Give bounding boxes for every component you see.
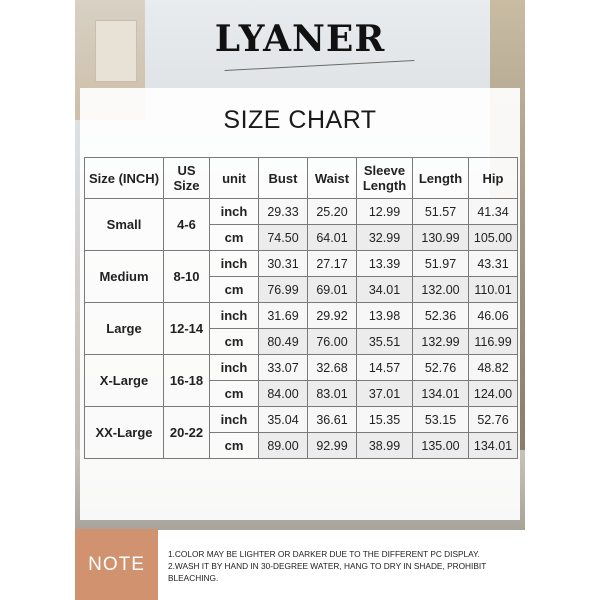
measurement-cell: 27.17 — [308, 251, 357, 277]
page-title: SIZE CHART — [223, 106, 377, 134]
unit-cell: inch — [210, 303, 259, 329]
measurement-cell: 51.97 — [413, 251, 469, 277]
us-size-cell: 8-10 — [164, 251, 210, 303]
measurement-cell: 12.99 — [357, 199, 413, 225]
unit-cell: cm — [210, 381, 259, 407]
measurement-cell: 130.99 — [413, 225, 469, 251]
header-size: Size (INCH) — [85, 158, 164, 199]
us-size-cell: 16-18 — [164, 355, 210, 407]
table-row — [85, 199, 518, 225]
measurement-cell: 35.04 — [259, 407, 308, 433]
measurement-cell: 110.01 — [469, 277, 518, 303]
header-length: Length — [413, 158, 469, 199]
header-bust: Bust — [259, 158, 308, 199]
table-row — [85, 303, 518, 329]
measurement-cell: 14.57 — [357, 355, 413, 381]
measurement-cell: 83.01 — [308, 381, 357, 407]
measurement-cell: 52.76 — [413, 355, 469, 381]
header-unit: unit — [210, 158, 259, 199]
table-row — [85, 355, 518, 381]
measurement-cell: 29.92 — [308, 303, 357, 329]
unit-cell: inch — [210, 251, 259, 277]
measurement-cell: 80.49 — [259, 329, 308, 355]
unit-cell: inch — [210, 355, 259, 381]
measurement-cell: 92.99 — [308, 433, 357, 459]
us-size-cell: 4-6 — [164, 199, 210, 251]
table-header-row — [85, 158, 518, 199]
measurement-cell: 89.00 — [259, 433, 308, 459]
measurement-cell: 135.00 — [413, 433, 469, 459]
note-line-1: 1.COLOR MAY BE LIGHTER OR DARKER DUE TO THE DIFFERENT PC DISPLAY. — [168, 549, 480, 559]
unit-cell: cm — [210, 329, 259, 355]
measurement-cell: 13.39 — [357, 251, 413, 277]
measurement-cell: 69.01 — [308, 277, 357, 303]
header-sleeve-length: Sleeve Length — [357, 158, 413, 199]
measurement-cell: 31.69 — [259, 303, 308, 329]
measurement-cell: 32.99 — [357, 225, 413, 251]
size-name-cell: Medium — [85, 251, 164, 303]
unit-cell: cm — [210, 225, 259, 251]
note-text — [168, 548, 528, 584]
size-chart-table — [84, 157, 518, 459]
header-hip: Hip — [469, 158, 518, 199]
measurement-cell: 132.00 — [413, 277, 469, 303]
measurement-cell: 46.06 — [469, 303, 518, 329]
us-size-cell: 12-14 — [164, 303, 210, 355]
measurement-cell: 76.00 — [308, 329, 357, 355]
brand-logo: LYANER — [214, 18, 386, 60]
measurement-cell: 124.00 — [469, 381, 518, 407]
measurement-cell: 13.98 — [357, 303, 413, 329]
header-waist: Waist — [308, 158, 357, 199]
measurement-cell: 76.99 — [259, 277, 308, 303]
note-line-2: 2.WASH IT BY HAND IN 30-DEGREE WATER, HANG TO DRY IN SHADE, PROHIBIT BLEACHING. — [168, 561, 487, 583]
unit-cell: cm — [210, 433, 259, 459]
measurement-cell: 52.36 — [413, 303, 469, 329]
measurement-cell: 29.33 — [259, 199, 308, 225]
measurement-cell: 53.15 — [413, 407, 469, 433]
measurement-cell: 36.61 — [308, 407, 357, 433]
unit-cell: inch — [210, 199, 259, 225]
note-badge: NOTE — [75, 529, 158, 600]
measurement-cell: 34.01 — [357, 277, 413, 303]
measurement-cell: 15.35 — [357, 407, 413, 433]
measurement-cell: 33.07 — [259, 355, 308, 381]
measurement-cell: 41.34 — [469, 199, 518, 225]
measurement-cell: 64.01 — [308, 225, 357, 251]
size-name-cell: X-Large — [85, 355, 164, 407]
measurement-cell: 116.99 — [469, 329, 518, 355]
measurement-cell: 35.51 — [357, 329, 413, 355]
measurement-cell: 132.99 — [413, 329, 469, 355]
table-row — [85, 251, 518, 277]
unit-cell: inch — [210, 407, 259, 433]
measurement-cell: 52.76 — [469, 407, 518, 433]
us-size-cell: 20-22 — [164, 407, 210, 459]
measurement-cell: 32.68 — [308, 355, 357, 381]
measurement-cell: 134.01 — [469, 433, 518, 459]
unit-cell: cm — [210, 277, 259, 303]
measurement-cell: 25.20 — [308, 199, 357, 225]
street-wire — [225, 60, 416, 91]
measurement-cell: 134.01 — [413, 381, 469, 407]
size-name-cell: XX-Large — [85, 407, 164, 459]
measurement-cell: 84.00 — [259, 381, 308, 407]
header-us-size: US Size — [164, 158, 210, 199]
measurement-cell: 105.00 — [469, 225, 518, 251]
measurement-cell: 51.57 — [413, 199, 469, 225]
measurement-cell: 37.01 — [357, 381, 413, 407]
table-row — [85, 407, 518, 433]
measurement-cell: 48.82 — [469, 355, 518, 381]
measurement-cell: 30.31 — [259, 251, 308, 277]
measurement-cell: 74.50 — [259, 225, 308, 251]
measurement-cell: 43.31 — [469, 251, 518, 277]
size-name-cell: Large — [85, 303, 164, 355]
measurement-cell: 38.99 — [357, 433, 413, 459]
size-name-cell: Small — [85, 199, 164, 251]
